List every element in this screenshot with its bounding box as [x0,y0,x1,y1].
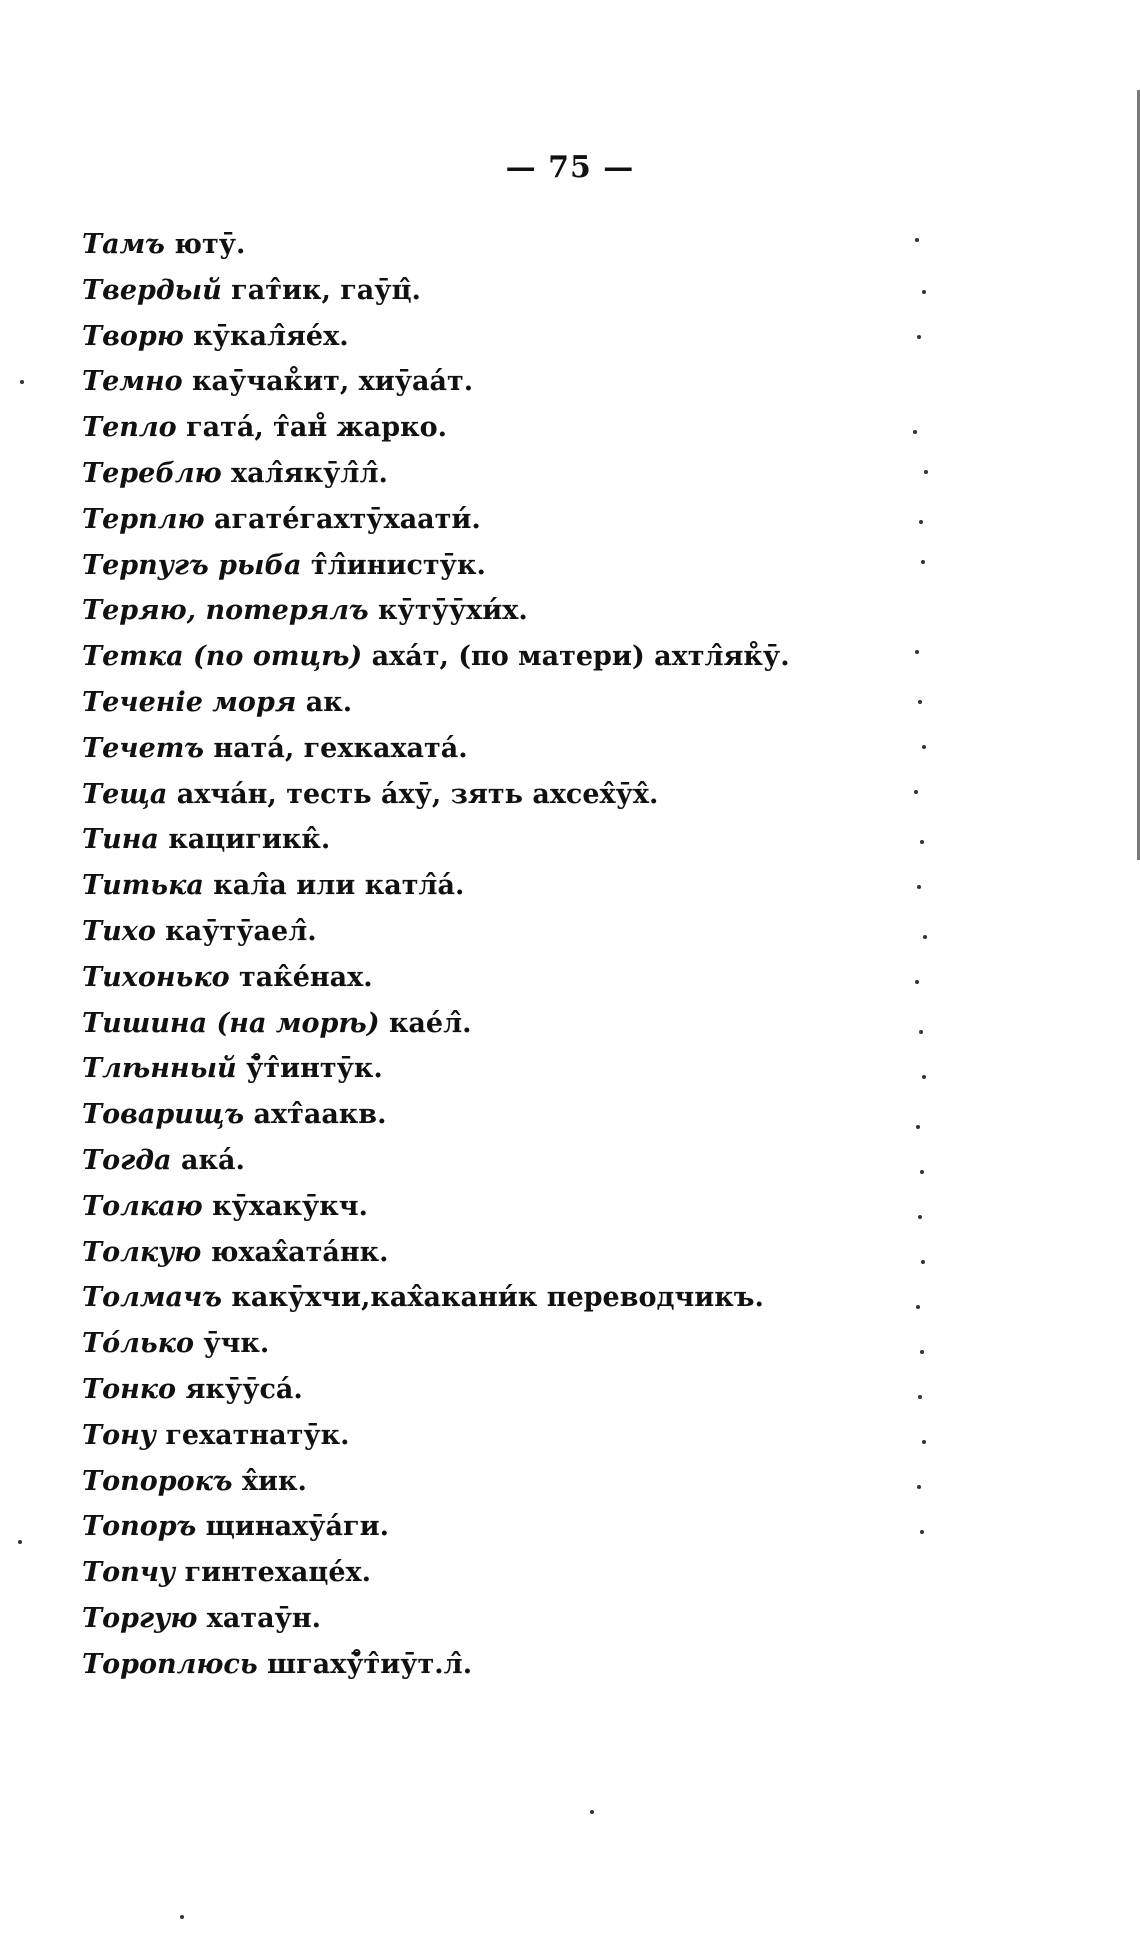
dictionary-entries [82,222,942,1688]
entry-headword: Толмачъ [82,1282,222,1314]
scan-speck [920,1170,924,1174]
dictionary-entry [82,1504,942,1550]
dictionary-entry [82,1092,942,1138]
entry-translation: какӯхчи,ках̂акани́к переводчикъ. [231,1282,764,1314]
entry-headword: Тихонько [82,961,230,993]
entry-headword: Тону [82,1419,156,1451]
entry-translation: ната́, гехкахата́. [213,732,468,764]
scan-speck [919,1030,923,1034]
entry-headword: Тереблю [82,457,222,489]
entry-headword: Толкаю [82,1190,203,1222]
scan-speck [914,790,918,794]
scan-speck [590,1810,594,1814]
entry-translation: ака́. [180,1144,245,1176]
entry-headword: Тогда [82,1144,172,1176]
entry-headword: Течетъ [82,732,204,764]
entry-translation: хал̂якӯл̂л̂. [231,457,388,489]
dictionary-entry [82,1596,942,1642]
entry-translation: ютӯ. [174,229,246,260]
entry-translation: ак. [305,686,353,718]
scan-speck [915,980,919,984]
entry-translation: ахча́н, тесть а́хӯ, зять ахсех̂ӯх̂. [176,778,659,810]
entry-headword: Толкую [82,1236,202,1268]
entry-translation: агате́гахтӯхаати́. [214,503,481,535]
entry-translation: гехатнатӯк. [165,1419,350,1451]
dictionary-entry [82,817,942,863]
entry-translation: кал̂а или катл̂а́. [213,870,465,902]
dictionary-entry [82,314,942,360]
entry-headword: Тонко [82,1373,177,1405]
dictionary-entry [82,909,942,955]
entry-translation: гинтехаце́х. [184,1557,372,1589]
entry-translation: аха́т, (по матери) ахтл̂як̊ӯ. [371,641,790,673]
scan-speck [913,430,917,434]
dictionary-entry [82,588,942,634]
entry-headword: Топоръ [82,1511,197,1543]
entry-translation: кӯкал̂яе́х. [193,320,349,352]
dictionary-entry [82,1275,942,1321]
dictionary-entry [82,405,942,451]
scan-speck [20,380,24,384]
page-number: — 75 — [505,150,635,185]
entry-translation: юхах̂ата́нк. [210,1236,389,1268]
dictionary-entry [82,1413,942,1459]
scan-speck [920,1350,924,1354]
scan-speck [915,650,919,654]
entry-headword: Тетка (по отцѣ) [82,641,363,673]
dictionary-entry [82,497,942,543]
scan-speck [922,290,926,294]
dictionary-entry [82,955,942,1001]
entry-headword: Торгую [82,1602,198,1634]
entry-headword: Теряю, потерялъ [82,595,369,627]
scan-speck [922,1440,926,1444]
dictionary-entry [82,1642,942,1688]
entry-headword: Топчу [82,1557,176,1589]
dictionary-entry [82,863,942,909]
scan-speck [921,1260,925,1264]
dictionary-entry [82,222,942,268]
dictionary-entry [82,1046,942,1092]
entry-translation: кӯхакӯкч. [212,1190,368,1222]
entry-headword: Тепло [82,412,177,444]
scan-speck [917,885,921,889]
entry-headword: Терплю [82,503,205,535]
entry-headword: Топорокъ [82,1465,233,1497]
entry-headword: То́лько [82,1328,194,1360]
dictionary-entry [82,1001,942,1047]
entry-translation: кае́л̂. [388,1007,472,1039]
entry-headword: Творю [82,320,184,352]
dictionary-entry [82,1184,942,1230]
scan-speck [923,935,927,939]
entry-translation: ахт̂аакв. [253,1099,387,1131]
entry-translation: шгахӯ̊т̂иӯт.л̂. [267,1648,473,1680]
entry-translation: хатаӯн. [206,1602,322,1634]
scan-speck [920,1530,924,1534]
scan-speck [918,700,922,704]
entry-headword: Товарищъ [82,1099,245,1131]
entry-headword: Тороплюсь [82,1648,258,1680]
entry-translation: так̂е́нах. [239,961,373,993]
dictionary-entry [82,1230,942,1276]
entry-translation: гата́, т̂ан̊ жарко. [186,412,448,444]
entry-headword: Тишина (на морѣ) [82,1007,380,1039]
entry-translation: гат̂ик, гаӯц̂. [231,274,421,306]
entry-translation: т̂л̂инистӯк. [310,549,486,581]
entry-translation: ӯ̊т̂интӯк. [246,1053,383,1085]
scan-speck [916,1125,920,1129]
scan-speck [180,1915,184,1919]
scan-speck [917,335,921,339]
entry-translation: кацигикк̂. [168,824,331,856]
entry-translation: якӯӯса́. [185,1373,303,1405]
dictionary-entry [82,1550,942,1596]
entry-headword: Тихо [82,915,156,947]
entry-translation: кӯтӯӯхи́х. [378,595,528,627]
scan-speck [924,470,928,474]
dictionary-entry [82,634,942,680]
scan-speck [916,1305,920,1309]
scan-speck [917,1485,921,1489]
entry-headword: Титька [82,870,204,902]
dictionary-entry [82,772,942,818]
scan-speck [915,238,919,242]
dictionary-entry [82,680,942,726]
scan-speck [922,1075,926,1079]
entry-headword: Терпугъ рыба [82,549,302,581]
entry-headword: Темно [82,366,183,398]
dictionary-entry [82,268,942,314]
scan-speck [918,1215,922,1219]
scan-speck [921,560,925,564]
entry-headword: Тлѣнный [82,1053,237,1085]
dictionary-entry [82,1367,942,1413]
dictionary-entry [82,451,942,497]
entry-translation: каӯчак̊ит, хиӯаа́т. [192,366,474,398]
dictionary-entry [82,726,942,772]
entry-headword: Теща [82,778,168,810]
dictionary-entry [82,543,942,589]
entry-headword: Твердый [82,274,222,306]
entry-headword: Тамъ [82,229,165,260]
dictionary-entry [82,1321,942,1367]
scan-speck [920,840,924,844]
entry-translation: щинахӯа́ги. [205,1511,390,1543]
scan-speck [922,745,926,749]
entry-headword: Тина [82,824,159,856]
dictionary-entry [82,1459,942,1505]
entry-translation: х̂ик. [241,1465,307,1497]
dictionary-entry [82,1138,942,1184]
scan-speck [18,1540,22,1544]
entry-headword: Теченіе моря [82,686,297,718]
entry-translation: каӯтӯаел̂. [165,915,317,947]
dictionary-entry [82,359,942,405]
entry-translation: ӯчк. [203,1328,270,1360]
scan-speck [918,1395,922,1399]
scan-speck [919,520,923,524]
